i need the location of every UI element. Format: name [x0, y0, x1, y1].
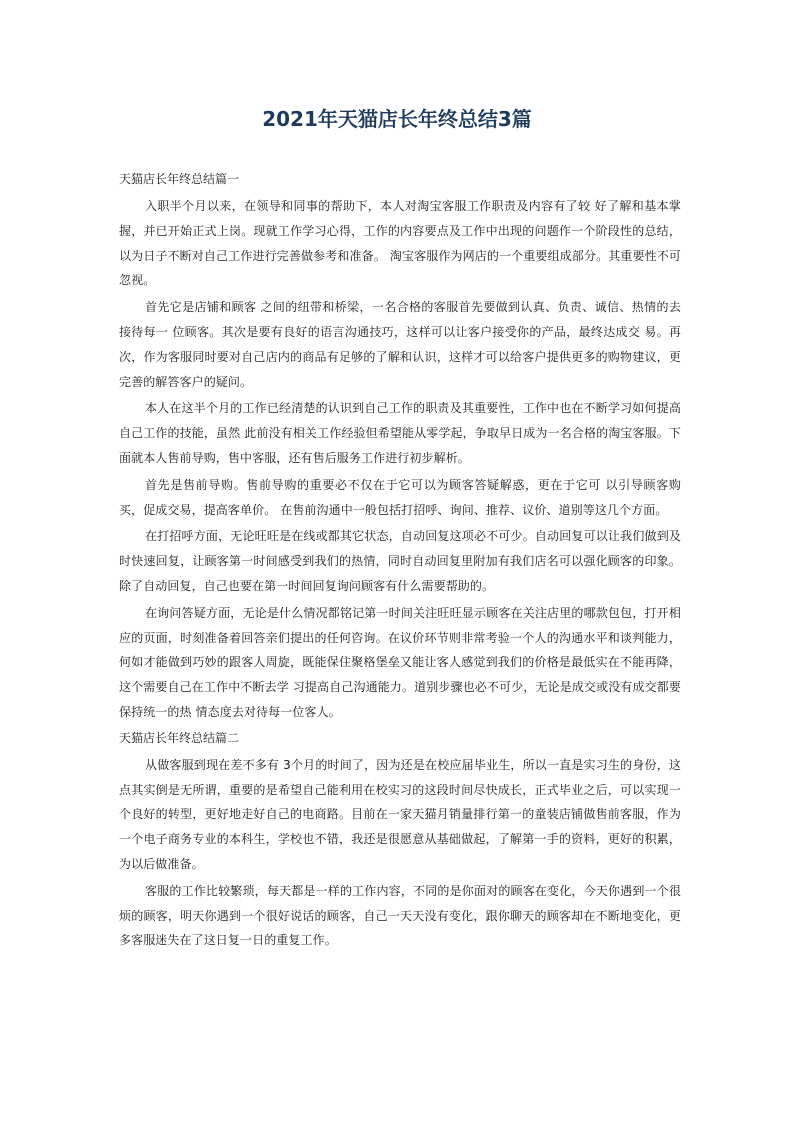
paragraph: 从做客服到现在差不多有 3个月的时间了，因为还是在校应届毕业生，所以一直是实习生的身份，这点其实倒是无所谓，重要的是希望自己能利用在校实习的这段时间尽快成长，正式毕业之后，可以实现一个良好的转型，更好地走好自己的电商路。目前在一家天猫月销量排行第一的童装店铺做售前客服，作为一个电子商务专业的本科生，学校也不错，我还是很愿意从基础做起，了解第一手的资料，更好的积累，为以后做准备。	[119, 757, 681, 871]
document-body	[119, 168, 681, 955]
paragraph: 首先它是店铺和顾客 之间的纽带和桥梁，一名合格的客服首先要做到认真、负责、诚信、热情的去接待每一 位顾客。其次是要有良好的语言沟通技巧，这样可以让客户接受你的产品，最终达成交 易。再次，作为客服同时要对自己店内的商品有足够的了解和认识，这样才可以给客户提供更多的购物建议，更完善的解答客户的疑问。	[119, 300, 681, 389]
paragraph: 首先是售前导购。售前导购的重要必不仅在于它可以为顾客答疑解惑，更在于它可 以引导顾客购买，促成交易，提高客单价。 在售前沟通中一般包括打招呼、询问、推荐、议价、道别等这几个方面。	[119, 477, 681, 517]
paragraph: 在打招呼方面，无论旺旺是在线或都其它状态，自动回复这项必不可少。自动回复可以让我们做到及时快速回复，让顾客第一时间感受到我们的热情，同时自动回复里附加有我们店名可以强化顾客的印象。除了自动回复，自己也要在第一时间回复询问顾客有什么需要帮助的。	[119, 529, 681, 593]
paragraph: 本人在这半个月的工作已经清楚的认识到自己工作的职责及其重要性，工作中也在不断学习如何提高自己工作的技能，虽然 此前没有相关工作经验但希望能从零学起，争取早日成为一名合格的淘宝客服。下面就本人售前导购，售中客服，还有售后服务工作进行初步解析。	[119, 401, 681, 465]
document-title: 2021年天猫店长年终总结3篇	[262, 107, 532, 131]
paragraph: 在询问答疑方面，无论是什么情况都铭记第一时间关注旺旺显示顾客在关注店里的哪款包包，打开相应的页面，时刻准备着回答亲们提出的任何咨询。在议价环节则非常考验一个人的沟通水平和谈判能力，何如才能做到巧妙的跟客人周旋，既能保住聚格堡垒又能让客人感觉到我们的价格是最低实在不能再降，这个需要自己在工作中不断去学 习提高自己沟通能力。道别步骤也必不可少，无论是成交或没有成交都要保持统一的热 情态度去对待每一位客人。	[119, 605, 681, 719]
section-one	[119, 168, 681, 725]
paragraph: 入职半个月以来，在领导和同事的帮助下，本人对淘宝客服工作职责及内容有了较 好了解和基本掌握，并已开始正式上岗。现就工作学习心得，工作的内容要点及工作中出现的问题作一个阶段性的总结，以为日子不断对自己工作进行完善做参考和准备。 淘宝客服作为网店的一个重要组成部分。其重要性不可忽视。	[119, 199, 681, 288]
section-two	[119, 727, 681, 953]
section-heading: 天猫店长年终总结篇二	[119, 730, 240, 745]
paragraph: 客服的工作比较繁琐，每天都是一样的工作内容，不同的是你面对的顾客在变化，今天你遇到一个很烦的顾客，明天你遇到一个很好说话的顾客，自己一天天没有变化，跟你聊天的顾客却在不断地变化，更多客服迷失在了这日复一日的重复工作。	[119, 883, 681, 948]
section-heading: 天猫店长年终总结篇一	[119, 172, 240, 186]
